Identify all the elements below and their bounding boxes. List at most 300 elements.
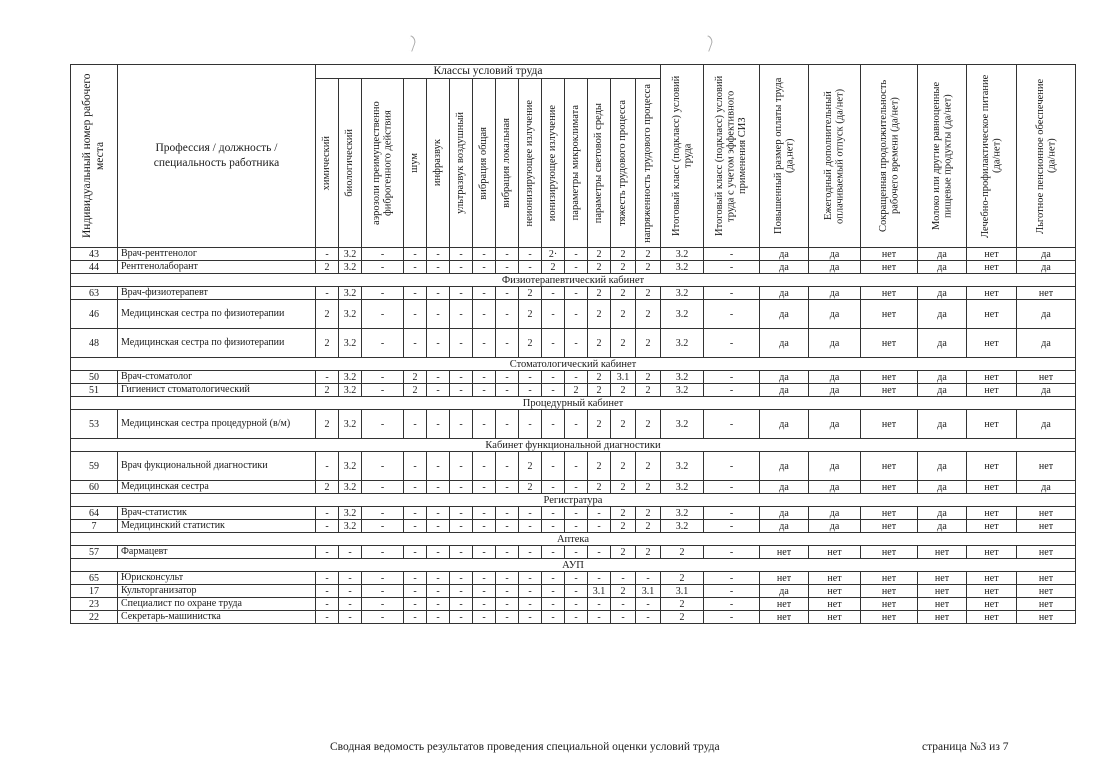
factor-class-cell: 2 xyxy=(588,261,611,274)
factor-class-cell: - xyxy=(496,585,519,598)
summary-cell: 3.2 xyxy=(661,520,704,533)
factor-class-cell: - xyxy=(519,371,542,384)
summary-cell: да xyxy=(760,384,809,397)
profession-cell: Врач-статистик xyxy=(118,507,316,520)
workplace-number: 53 xyxy=(71,410,118,439)
factor-class-cell: - xyxy=(565,611,588,624)
factor-class-cell: 2 xyxy=(588,384,611,397)
factor-class-cell: 2 xyxy=(636,287,661,300)
factor-class-cell: 2 xyxy=(519,452,542,481)
summary-cell: да xyxy=(760,261,809,274)
factor-class-cell: - xyxy=(473,329,496,358)
summary-cell: да xyxy=(809,287,861,300)
summary-cell: да xyxy=(760,520,809,533)
summary-cell: нет xyxy=(861,410,918,439)
factor-class-cell: - xyxy=(450,384,473,397)
summary-cell: 3.2 xyxy=(661,300,704,329)
factor-class-cell: - xyxy=(496,611,519,624)
factor-class-cell: - xyxy=(427,248,450,261)
table-row xyxy=(71,248,1076,261)
profession-cell: Специалист по охране труда xyxy=(118,598,316,611)
summary-cell: нет xyxy=(1017,585,1076,598)
profession-cell: Рентгенолаборант xyxy=(118,261,316,274)
summary-cell: нет xyxy=(967,371,1017,384)
factor-class-cell: 2 xyxy=(588,287,611,300)
factor-class-cell: - xyxy=(450,287,473,300)
summary-cell: нет xyxy=(861,452,918,481)
profession-cell: Секретарь-машинистка xyxy=(118,611,316,624)
factor-class-cell: 3.2 xyxy=(339,452,362,481)
workplace-number: 7 xyxy=(71,520,118,533)
summary-cell: да xyxy=(760,371,809,384)
factor-class-cell: - xyxy=(473,611,496,624)
header-summary-7: Льготное пенсионное обеспечение (да/нет) xyxy=(1017,65,1076,248)
factor-class-cell: - xyxy=(362,572,404,585)
factor-class-cell: 2 xyxy=(611,520,636,533)
summary-cell: нет xyxy=(1017,520,1076,533)
summary-cell: да xyxy=(1017,300,1076,329)
summary-cell: нет xyxy=(918,572,967,585)
summary-cell: 3.2 xyxy=(661,248,704,261)
summary-cell: - xyxy=(704,261,760,274)
factor-class-cell: - xyxy=(588,546,611,559)
factor-class-cell: - xyxy=(450,598,473,611)
workplace-number: 51 xyxy=(71,384,118,397)
summary-cell: нет xyxy=(1017,371,1076,384)
factor-class-cell: - xyxy=(316,585,339,598)
factor-class-cell: - xyxy=(450,585,473,598)
factor-class-cell: 2 xyxy=(636,481,661,494)
summary-cell: да xyxy=(809,248,861,261)
summary-cell: - xyxy=(704,520,760,533)
summary-cell: 3.2 xyxy=(661,261,704,274)
factor-class-cell: 2 xyxy=(636,371,661,384)
summary-cell: да xyxy=(918,520,967,533)
factor-class-cell: - xyxy=(450,520,473,533)
summary-cell: - xyxy=(704,329,760,358)
header-factor-8: неионизирующее излучение xyxy=(519,79,542,248)
summary-cell: нет xyxy=(918,546,967,559)
factor-class-cell: 2 xyxy=(565,384,588,397)
factor-class-cell: - xyxy=(427,287,450,300)
header-summary-3: Ежегодный дополнительный оплачиваемый отпуск (да/нет) xyxy=(809,65,861,248)
header-summary-1: Итоговый класс (подкласс) условий труда с учетом эффективного применения СИЗ xyxy=(704,65,760,248)
summary-cell: да xyxy=(918,371,967,384)
factor-class-cell: - xyxy=(611,611,636,624)
summary-cell: да xyxy=(918,261,967,274)
summary-cell: да xyxy=(809,481,861,494)
header-factor-4: инфразвук xyxy=(427,79,450,248)
factor-class-cell: 2 xyxy=(611,287,636,300)
factor-class-cell: 3.2 xyxy=(339,261,362,274)
factor-class-cell: - xyxy=(427,507,450,520)
factor-class-cell: - xyxy=(404,507,427,520)
summary-cell: да xyxy=(760,329,809,358)
summary-cell: да xyxy=(809,300,861,329)
summary-cell: нет xyxy=(1017,572,1076,585)
factor-class-cell: - xyxy=(496,300,519,329)
header-factor-12: тяжесть трудового процесса xyxy=(611,79,636,248)
factor-class-cell: - xyxy=(362,287,404,300)
summary-cell: нет xyxy=(861,598,918,611)
factor-class-cell: - xyxy=(496,371,519,384)
factor-class-cell: - xyxy=(565,585,588,598)
table-row xyxy=(71,585,1076,598)
profession-cell: Врач-физиотерапевт xyxy=(118,287,316,300)
factor-class-cell: 2 xyxy=(519,481,542,494)
section-row xyxy=(71,358,1076,371)
factor-class-cell: 2 xyxy=(588,300,611,329)
factor-class-cell: - xyxy=(362,452,404,481)
summary-cell: да xyxy=(760,585,809,598)
workplace-number: 44 xyxy=(71,261,118,274)
summary-cell: 3.2 xyxy=(661,507,704,520)
factor-class-cell: - xyxy=(519,520,542,533)
factor-class-cell: - xyxy=(542,287,565,300)
section-row xyxy=(71,274,1076,287)
factor-class-cell: - xyxy=(404,598,427,611)
summary-cell: нет xyxy=(967,300,1017,329)
factor-class-cell: - xyxy=(362,384,404,397)
factor-class-cell: - xyxy=(496,507,519,520)
factor-class-cell: 3.1 xyxy=(588,585,611,598)
factor-class-cell: - xyxy=(611,572,636,585)
summary-cell: нет xyxy=(1017,287,1076,300)
workplace-number: 22 xyxy=(71,611,118,624)
summary-cell: да xyxy=(760,410,809,439)
factor-class-cell: - xyxy=(450,452,473,481)
summary-cell: нет xyxy=(1017,611,1076,624)
factor-class-cell: - xyxy=(636,611,661,624)
summary-cell: нет xyxy=(967,384,1017,397)
summary-cell: нет xyxy=(861,287,918,300)
factor-class-cell: 2 xyxy=(542,261,565,274)
summary-cell: - xyxy=(704,287,760,300)
summary-cell: нет xyxy=(861,572,918,585)
summary-cell: нет xyxy=(861,261,918,274)
factor-class-cell: 2 xyxy=(636,410,661,439)
factor-class-cell: - xyxy=(473,481,496,494)
header-profession: Профессия / должность / специальность работника xyxy=(118,65,316,248)
section-title: Процедурный кабинет xyxy=(71,397,1076,410)
summary-cell: да xyxy=(760,300,809,329)
header-factor-11: параметры световой среды xyxy=(588,79,611,248)
factor-class-cell: - xyxy=(542,598,565,611)
workplace-number: 65 xyxy=(71,572,118,585)
header-workplace-number: Индивидуальный номер рабочего места xyxy=(71,65,118,248)
workplace-number: 57 xyxy=(71,546,118,559)
factor-class-cell: - xyxy=(519,572,542,585)
factor-class-cell: 2 xyxy=(316,384,339,397)
factor-class-cell: - xyxy=(404,300,427,329)
factor-class-cell: - xyxy=(362,598,404,611)
factor-class-cell: - xyxy=(362,611,404,624)
profession-cell: Медицинский статистик xyxy=(118,520,316,533)
factor-class-cell: 2 xyxy=(636,452,661,481)
factor-class-cell: - xyxy=(339,585,362,598)
factor-class-cell: - xyxy=(496,329,519,358)
factor-class-cell: - xyxy=(404,452,427,481)
factor-class-cell: - xyxy=(473,287,496,300)
factor-class-cell: - xyxy=(362,585,404,598)
summary-cell: нет xyxy=(861,546,918,559)
summary-cell: да xyxy=(809,261,861,274)
factor-class-cell: - xyxy=(362,481,404,494)
profession-cell: Юрисконсульт xyxy=(118,572,316,585)
summary-cell: да xyxy=(760,287,809,300)
factor-class-cell: - xyxy=(496,261,519,274)
header-working-condition-classes: Классы условий труда xyxy=(316,65,661,79)
summary-cell: нет xyxy=(809,585,861,598)
summary-cell: нет xyxy=(861,300,918,329)
factor-class-cell: - xyxy=(588,507,611,520)
factor-class-cell: 2 xyxy=(316,329,339,358)
factor-class-cell: - xyxy=(473,371,496,384)
summary-cell: нет xyxy=(861,384,918,397)
factor-class-cell: - xyxy=(404,248,427,261)
section-row xyxy=(71,494,1076,507)
summary-cell: нет xyxy=(861,248,918,261)
factor-class-cell: - xyxy=(496,481,519,494)
factor-class-cell: - xyxy=(404,261,427,274)
factor-class-cell: - xyxy=(339,572,362,585)
factor-class-cell: - xyxy=(316,248,339,261)
factor-class-cell: - xyxy=(565,598,588,611)
factor-class-cell: - xyxy=(427,546,450,559)
factor-class-cell: 2 xyxy=(316,261,339,274)
summary-cell: нет xyxy=(967,410,1017,439)
summary-cell: нет xyxy=(760,611,809,624)
factor-class-cell: - xyxy=(404,546,427,559)
factor-class-cell: - xyxy=(496,572,519,585)
summary-cell: да xyxy=(918,481,967,494)
factor-class-cell: - xyxy=(473,546,496,559)
summary-cell: нет xyxy=(809,598,861,611)
profession-cell: Медицинская сестра по физиотерапии xyxy=(118,329,316,358)
factor-class-cell: - xyxy=(565,452,588,481)
factor-class-cell: - xyxy=(450,248,473,261)
summary-cell: да xyxy=(918,287,967,300)
workplace-number: 17 xyxy=(71,585,118,598)
factor-class-cell: 2 xyxy=(611,248,636,261)
factor-class-cell: - xyxy=(339,546,362,559)
factor-class-cell: - xyxy=(519,261,542,274)
assessment-sheet xyxy=(70,64,1076,624)
summary-cell: 3.2 xyxy=(661,384,704,397)
factor-class-cell: - xyxy=(496,598,519,611)
factor-class-cell: 2· xyxy=(542,248,565,261)
factor-class-cell: - xyxy=(362,371,404,384)
summary-cell: - xyxy=(704,371,760,384)
summary-cell: 3.2 xyxy=(661,410,704,439)
summary-cell: нет xyxy=(967,598,1017,611)
factor-class-cell: - xyxy=(427,611,450,624)
header-factor-6: вибрация общая xyxy=(473,79,496,248)
factor-class-cell: 2 xyxy=(519,287,542,300)
table-row xyxy=(71,410,1076,439)
factor-class-cell: - xyxy=(496,520,519,533)
table-row xyxy=(71,261,1076,274)
table-body xyxy=(71,248,1076,624)
summary-cell: 3.2 xyxy=(661,452,704,481)
summary-cell: нет xyxy=(861,371,918,384)
factor-class-cell: - xyxy=(427,481,450,494)
factor-class-cell: 2 xyxy=(636,507,661,520)
profession-cell: Врач-стоматолог xyxy=(118,371,316,384)
factor-class-cell: - xyxy=(519,384,542,397)
workplace-number: 64 xyxy=(71,507,118,520)
factor-class-cell: - xyxy=(542,611,565,624)
header-factor-9: ионизирующее излучение xyxy=(542,79,565,248)
factor-class-cell: - xyxy=(542,329,565,358)
summary-cell: да xyxy=(809,410,861,439)
factor-class-cell: - xyxy=(542,585,565,598)
factor-class-cell: - xyxy=(473,248,496,261)
factor-class-cell: - xyxy=(473,572,496,585)
factor-class-cell: - xyxy=(362,300,404,329)
workplace-number: 63 xyxy=(71,287,118,300)
factor-class-cell: - xyxy=(404,329,427,358)
summary-cell: нет xyxy=(918,611,967,624)
factor-class-cell: 2 xyxy=(611,300,636,329)
summary-cell: нет xyxy=(861,329,918,358)
factor-class-cell: 3.2 xyxy=(339,481,362,494)
summary-cell: да xyxy=(918,410,967,439)
summary-cell: - xyxy=(704,572,760,585)
factor-class-cell: - xyxy=(362,507,404,520)
factor-class-cell: - xyxy=(636,598,661,611)
factor-class-cell: 3.2 xyxy=(339,520,362,533)
summary-cell: - xyxy=(704,507,760,520)
summary-cell: 2 xyxy=(661,611,704,624)
section-row xyxy=(71,559,1076,572)
factor-class-cell: 2 xyxy=(519,329,542,358)
factor-class-cell: - xyxy=(316,520,339,533)
factor-class-cell: - xyxy=(542,507,565,520)
factor-class-cell: - xyxy=(565,410,588,439)
factor-class-cell: - xyxy=(427,585,450,598)
factor-class-cell: - xyxy=(565,520,588,533)
factor-class-cell: 2 xyxy=(316,410,339,439)
factor-class-cell: - xyxy=(565,507,588,520)
table-row xyxy=(71,452,1076,481)
header-factor-0: химический xyxy=(316,79,339,248)
summary-cell: нет xyxy=(1017,452,1076,481)
factor-class-cell: - xyxy=(542,546,565,559)
factor-class-cell: 2 xyxy=(404,384,427,397)
factor-class-cell: - xyxy=(519,598,542,611)
summary-cell: 3.2 xyxy=(661,287,704,300)
summary-cell: да xyxy=(918,384,967,397)
profession-cell: Медицинская сестра по физиотерапии xyxy=(118,300,316,329)
header-factor-13: напряженность трудового процесса xyxy=(636,79,661,248)
workplace-number: 60 xyxy=(71,481,118,494)
table-row xyxy=(71,384,1076,397)
summary-cell: 3.2 xyxy=(661,481,704,494)
summary-cell: да xyxy=(918,329,967,358)
summary-cell: да xyxy=(1017,261,1076,274)
factor-class-cell: - xyxy=(473,261,496,274)
factor-class-cell: - xyxy=(450,572,473,585)
factor-class-cell: - xyxy=(404,287,427,300)
factor-class-cell: - xyxy=(450,507,473,520)
profession-cell: Гигиенист стоматологический xyxy=(118,384,316,397)
factor-class-cell: - xyxy=(427,598,450,611)
factor-class-cell: - xyxy=(565,572,588,585)
footer-title: Сводная ведомость результатов проведения специальной оценки условий труда xyxy=(330,741,720,753)
factor-class-cell: - xyxy=(316,371,339,384)
factor-class-cell: 2 xyxy=(611,410,636,439)
header-factor-1: биологический xyxy=(339,79,362,248)
factor-class-cell: 3.2 xyxy=(339,329,362,358)
summary-cell: нет xyxy=(809,546,861,559)
section-title: Аптека xyxy=(71,533,1076,546)
summary-cell: нет xyxy=(967,248,1017,261)
factor-class-cell: - xyxy=(565,481,588,494)
factor-class-cell: 2 xyxy=(404,371,427,384)
summary-cell: да xyxy=(760,507,809,520)
factor-class-cell: 3.2 xyxy=(339,384,362,397)
summary-cell: нет xyxy=(967,452,1017,481)
table-row xyxy=(71,329,1076,358)
factor-class-cell: - xyxy=(450,300,473,329)
summary-cell: нет xyxy=(967,481,1017,494)
factor-class-cell: - xyxy=(565,371,588,384)
factor-class-cell: - xyxy=(496,410,519,439)
summary-cell: да xyxy=(809,384,861,397)
factor-class-cell: - xyxy=(473,300,496,329)
factor-class-cell: - xyxy=(427,520,450,533)
summary-cell: нет xyxy=(967,261,1017,274)
summary-cell: - xyxy=(704,611,760,624)
section-row xyxy=(71,439,1076,452)
factor-class-cell: - xyxy=(316,507,339,520)
factor-class-cell: - xyxy=(496,384,519,397)
summary-cell: да xyxy=(1017,481,1076,494)
factor-class-cell: - xyxy=(404,572,427,585)
factor-class-cell: - xyxy=(473,520,496,533)
table-row xyxy=(71,520,1076,533)
factor-class-cell: - xyxy=(316,598,339,611)
summary-cell: 3.1 xyxy=(661,585,704,598)
factor-class-cell: - xyxy=(427,410,450,439)
factor-class-cell: - xyxy=(427,300,450,329)
factor-class-cell: - xyxy=(542,572,565,585)
factor-class-cell: - xyxy=(519,546,542,559)
factor-class-cell: 2 xyxy=(588,452,611,481)
factor-class-cell: - xyxy=(565,287,588,300)
summary-cell: да xyxy=(809,371,861,384)
factor-class-cell: - xyxy=(362,520,404,533)
factor-class-cell: - xyxy=(519,585,542,598)
header-factor-7: вибрация локальная xyxy=(496,79,519,248)
workplace-number: 23 xyxy=(71,598,118,611)
factor-class-cell: 3.1 xyxy=(611,371,636,384)
factor-class-cell: 3.2 xyxy=(339,300,362,329)
factor-class-cell: - xyxy=(473,384,496,397)
summary-cell: 2 xyxy=(661,546,704,559)
factor-class-cell: - xyxy=(450,611,473,624)
factor-class-cell: - xyxy=(542,481,565,494)
summary-cell: да xyxy=(918,248,967,261)
summary-cell: нет xyxy=(1017,598,1076,611)
summary-cell: 2 xyxy=(661,598,704,611)
factor-class-cell: 3.1 xyxy=(636,585,661,598)
table-row xyxy=(71,611,1076,624)
factor-class-cell: - xyxy=(404,585,427,598)
factor-class-cell: - xyxy=(362,546,404,559)
factor-class-cell: 3.2 xyxy=(339,507,362,520)
